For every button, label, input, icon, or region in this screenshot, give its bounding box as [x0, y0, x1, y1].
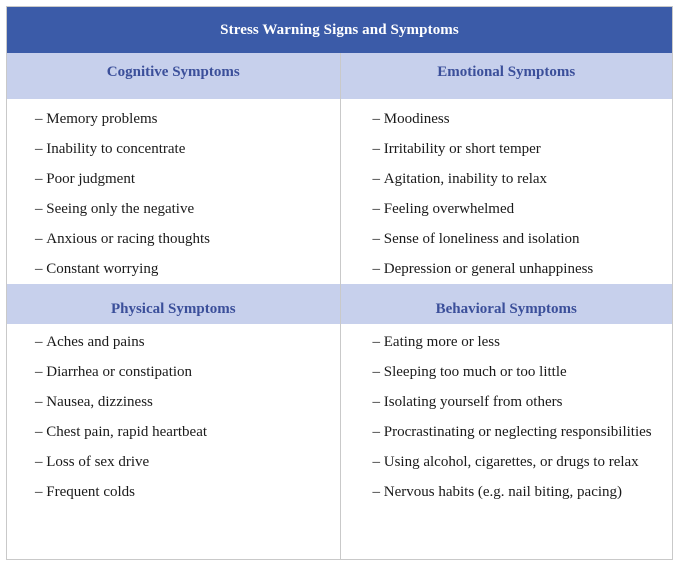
stress-symptoms-table: [6, 6, 673, 560]
list-item: – Procrastinating or neglecting responsibilities: [361, 420, 663, 445]
behavioral-heading: Behavioral Symptoms: [340, 284, 673, 324]
physical-list-cell: [7, 324, 340, 559]
list-item: – Seeing only the negative: [35, 197, 330, 222]
emotional-list-cell: [340, 99, 673, 284]
list-item: – Sense of loneliness and isolation: [373, 227, 663, 252]
header-row-1: [7, 53, 672, 99]
list-item: – Nervous habits (e.g. nail biting, pacing): [373, 480, 663, 505]
cognitive-heading: Cognitive Symptoms: [7, 53, 340, 99]
list-item: – Moodiness: [373, 107, 663, 132]
list-item: – Irritability or short temper: [373, 137, 663, 162]
emotional-list: [373, 107, 663, 282]
body-row-1: [7, 99, 672, 284]
physical-heading: Physical Symptoms: [7, 284, 340, 324]
header-row-2: [7, 284, 672, 324]
behavioral-list-cell: [340, 324, 673, 559]
emotional-heading: Emotional Symptoms: [340, 53, 673, 99]
list-item: – Sleeping too much or too little: [373, 360, 663, 385]
table-title: Stress Warning Signs and Symptoms: [7, 7, 672, 53]
list-item: – Anxious or racing thoughts: [35, 227, 330, 252]
list-item: – Loss of sex drive: [35, 450, 330, 475]
list-item: – Feeling overwhelmed: [373, 197, 663, 222]
list-item: – Isolating yourself from others: [373, 390, 663, 415]
list-item: – Using alcohol, cigarettes, or drugs to relax: [361, 450, 663, 475]
body-row-2: [7, 324, 672, 559]
cognitive-list-cell: [7, 99, 340, 284]
cognitive-list: [35, 107, 330, 282]
physical-list: [35, 330, 330, 505]
list-item: – Aches and pains: [35, 330, 330, 355]
list-item: – Poor judgment: [35, 167, 330, 192]
behavioral-list: [373, 330, 663, 505]
list-item: – Inability to concentrate: [35, 137, 330, 162]
list-item: – Depression or general unhappiness: [373, 257, 663, 282]
list-item: – Nausea, dizziness: [35, 390, 330, 415]
list-item: – Diarrhea or constipation: [35, 360, 330, 385]
list-item: – Memory problems: [35, 107, 330, 132]
list-item: – Agitation, inability to relax: [373, 167, 663, 192]
list-item: – Constant worrying: [35, 257, 330, 282]
list-item: – Eating more or less: [373, 330, 663, 355]
list-item: – Frequent colds: [35, 480, 330, 505]
list-item: – Chest pain, rapid heartbeat: [35, 420, 330, 445]
